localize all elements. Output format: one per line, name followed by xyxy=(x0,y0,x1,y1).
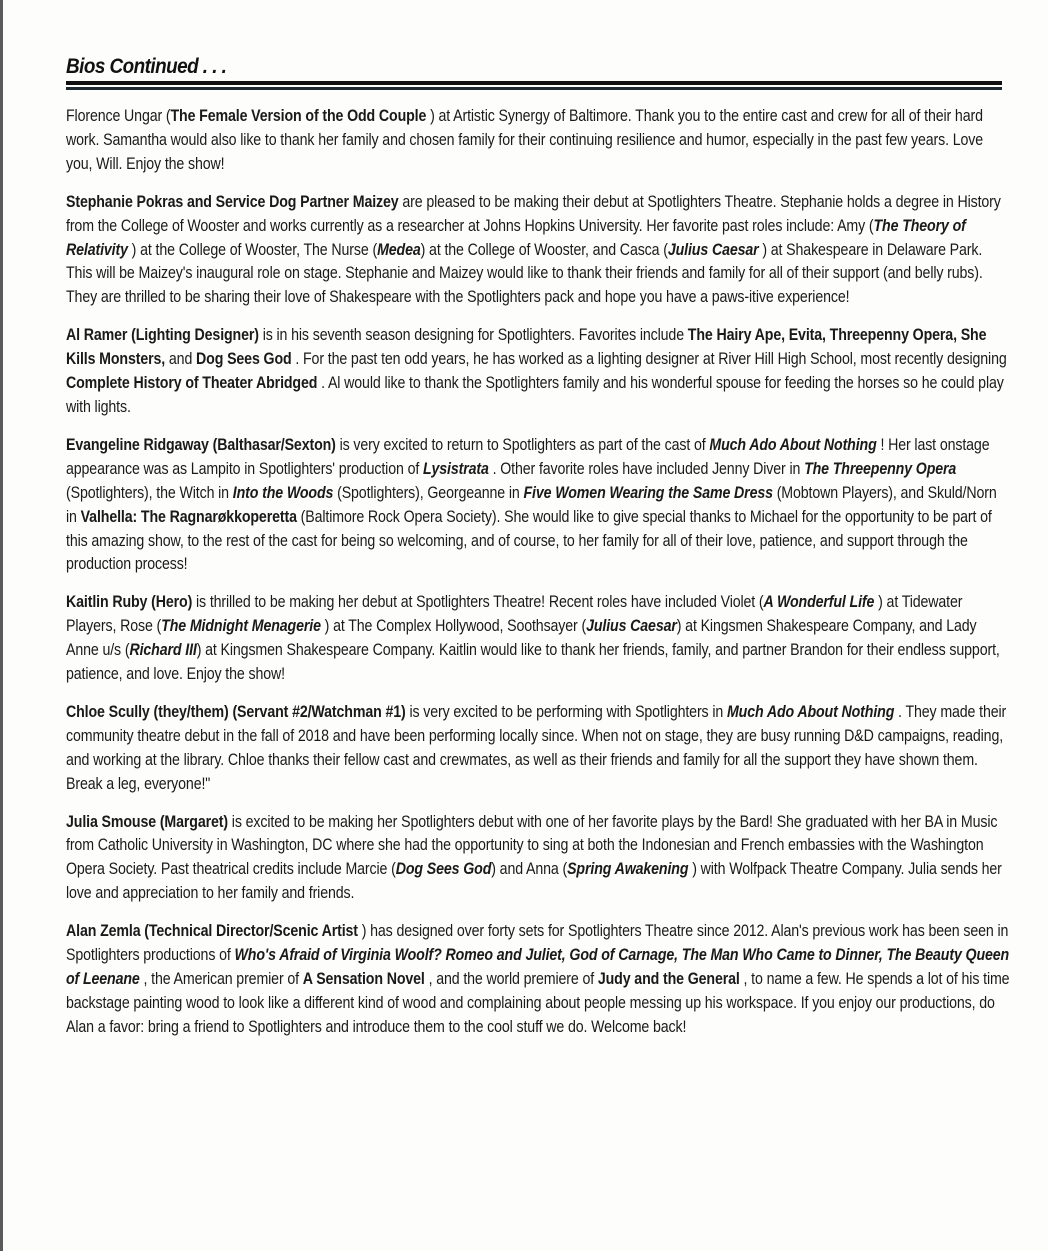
bio-text: , and the world premiere of xyxy=(424,969,598,988)
bio-name: Julia Smouse (Margaret) xyxy=(66,811,228,831)
bio-text: is in his seventh season designing for Spotlighters. Favorites include xyxy=(258,325,688,345)
bio-text: is excited to be making her Spotlighters debut with one of her favorite plays by the Bard! She graduated with her BA in Music from Catholic University in Washington, DC where she had the opportunity to sing at both the Indonesian and French embassies with the Washington Opera Society. Past theatrical credits include Marcie ( xyxy=(66,811,998,879)
italic-title: Julius Caesar xyxy=(586,616,677,636)
italic-title: The Midnight Menagerie xyxy=(161,616,321,636)
italic-title: Medea xyxy=(377,239,421,259)
bio-text: ) at Shakespeare in Delaware Park. This will be Maizey's inaugural role on stage. Stephanie and Maizey would like to thank their friends and family for all of their support (and belly rubs). They are thrilled to be sharing their love of Shakespeare with the Spotlighters pack and hope you have a paws-itive experience! xyxy=(66,239,983,307)
bio-name: Alan Zemla (Technical Director/Scenic Artist xyxy=(66,921,358,941)
bio-text: are pleased to be making their debut at Spotlighters Theatre. Stephanie holds a degree in History from the College of Wooster and works currently as a researcher at Johns Hopkins University. Her favorite past roles include: Amy ( xyxy=(66,191,1001,235)
italic-title: Richard III xyxy=(129,640,197,660)
bio-stephanie-pokras xyxy=(66,190,1010,310)
bio-text: ) at the College of Wooster, and Casca ( xyxy=(420,239,668,259)
bio-text: ) and Anna ( xyxy=(491,859,568,879)
bio-text: (Mobtown Players), and Skuld/Norn in xyxy=(66,482,997,526)
bio-text: ! Her last onstage appearance was as Lampito in Spotlighters' production of xyxy=(66,434,990,478)
bio-text: is very excited to return to Spotlighters as part of the cast of xyxy=(335,434,710,454)
bio-text: ) with Wolfpack Theatre Company. Julia sends her love and appreciation to her family and friends. xyxy=(66,859,1002,903)
bio-text: (Spotlighters), the Witch in xyxy=(66,482,233,502)
italic-title: Much Ado About Nothing xyxy=(726,701,895,721)
bio-text: . Other favorite roles have included Jenny Diver in xyxy=(488,458,805,478)
bio-text: , the American premier of xyxy=(139,969,303,988)
italic-title: Spring Awakening xyxy=(567,859,689,879)
bio-evangeline-ridgaway xyxy=(66,433,1010,576)
bio-text: ) at Tidewater Players, Rose ( xyxy=(66,592,963,636)
bold-title: Dog Sees God xyxy=(196,349,292,369)
italic-title: A Wonderful Life xyxy=(763,592,875,612)
bio-text: (Spotlighters), Georgeanne in xyxy=(333,482,524,502)
bold-title: The Hairy Ape, Evita, Threepenny Opera, She Kills Monsters, xyxy=(66,325,987,369)
bold-title: The Female Version of the Odd Couple xyxy=(170,106,427,125)
bio-chloe-scully xyxy=(66,700,1010,796)
bold-title: Judy and the General xyxy=(597,969,740,988)
bio-text: is very excited to be performing with Spotlighters in xyxy=(405,701,727,721)
italic-title: Five Women Wearing the Same Dress xyxy=(523,482,773,502)
bio-kaitlin-ruby xyxy=(66,590,1010,686)
italic-title: Dog Sees God xyxy=(395,859,492,879)
header-rule xyxy=(66,81,1002,90)
bio-text: , to name a few. He spends a lot of his time backstage painting wood to look like a different kind of wood and complaining about people messing up his workspace. If you enjoy our productions, do Alan a favor: bring a friend to Spotlighters and introduce them to the cool stuff we do. Welcome back! xyxy=(66,969,1010,1036)
bio-name: Chloe Scully (they/them) (Servant #2/Watchman #1) xyxy=(66,701,406,721)
bold-title: A Sensation Novel xyxy=(302,969,425,988)
bio-text: ) has designed over forty sets for Spotlighters Theatre since 2012. Alan's previous work has been seen in Spotlighters productions of xyxy=(66,921,1009,965)
bio-name: Al Ramer (Lighting Designer) xyxy=(66,325,259,345)
bio-florence-ungar xyxy=(66,104,1010,176)
bold-title: Complete History of Theater Abridged xyxy=(66,373,318,393)
bio-text: ) at Kingsmen Shakespeare Company, and Lady Anne u/s ( xyxy=(66,616,977,660)
bio-text: is thrilled to be making her debut at Spotlighters Theatre! Recent roles have included Violet ( xyxy=(192,592,764,612)
bio-text: ) at Kingsmen Shakespeare Company. Kaitlin would like to thank her friends, family, and partner Brandon for their endless support, patience, and love. Enjoy the show! xyxy=(66,640,1000,684)
bio-name: Florence Ungar ( xyxy=(66,106,171,125)
rule-line-thin xyxy=(66,87,1002,90)
bio-text: ) at Artistic Synergy of Baltimore. Thank you to the entire cast and crew for all of their hard work. Samantha would also like to thank her family and chosen family for their continuing resilience and humor, especially in the past few years. Love you, Will. Enjoy the show! xyxy=(66,106,983,173)
bio-text: ) at The Complex Hollywood, Soothsayer ( xyxy=(320,616,587,636)
bio-text: (Baltimore Rock Opera Society). She would like to give special thanks to Michael for the opportunity to be part of this amazing show, to the rest of the cast for being so welcoming, and of course, to her family for all of their love, patience, and support through the production process! xyxy=(66,506,992,574)
italic-title: The Threepenny Opera xyxy=(804,458,957,478)
bio-text: and xyxy=(165,349,197,369)
program-page xyxy=(66,54,1010,1053)
italic-title: Who's Afraid of Virginia Woolf? Romeo and Juliet, God of Carnage, The Man Who Came to Dinner, The Beauty Queen of Leenane xyxy=(66,945,1010,988)
rule-line-thick xyxy=(66,81,1002,85)
bios-list xyxy=(66,104,1010,1039)
section-title: Bios Continued . . . xyxy=(66,55,227,78)
bio-text: . For the past ten odd years, he has worked as a lighting designer at River Hill High School, most recently designing xyxy=(291,349,1007,369)
page-edge xyxy=(0,0,3,1251)
bio-text: . Al would like to thank the Spotlighters family and his wonderful spouse for feeding the horses so he could play with lights. xyxy=(66,373,1004,416)
bio-name: Evangeline Ridgaway (Balthasar/Sexton) xyxy=(66,434,336,454)
italic-title: Much Ado About Nothing xyxy=(709,434,877,454)
italic-title: Lysistrata xyxy=(422,458,489,478)
italic-title: Julius Caesar xyxy=(667,239,759,259)
bold-title: Valhella: The Ragnarøkkoperetta xyxy=(80,506,297,526)
bio-al-ramer xyxy=(66,323,1010,419)
bio-name: Stephanie Pokras and Service Dog Partner Maizey xyxy=(66,191,399,211)
bio-julia-smouse xyxy=(66,810,1010,906)
italic-title: Into the Woods xyxy=(232,482,334,502)
bio-text: ) at the College of Wooster, The Nurse ( xyxy=(127,239,378,259)
italic-title: The Theory of Relativity xyxy=(66,215,966,259)
bio-name: Kaitlin Ruby (Hero) xyxy=(66,592,193,612)
bio-alan-zemla xyxy=(66,919,1010,1039)
bio-text: . They made their community theatre debut in the fall of 2018 and have been performing locally since. When not on stage, they are busy running D&D campaigns, reading, and working at the library. Chloe thanks their fellow cast and crewmates, as well as their friends and family for all the support they have shown them. Break a leg, everyone!" xyxy=(66,701,1007,793)
